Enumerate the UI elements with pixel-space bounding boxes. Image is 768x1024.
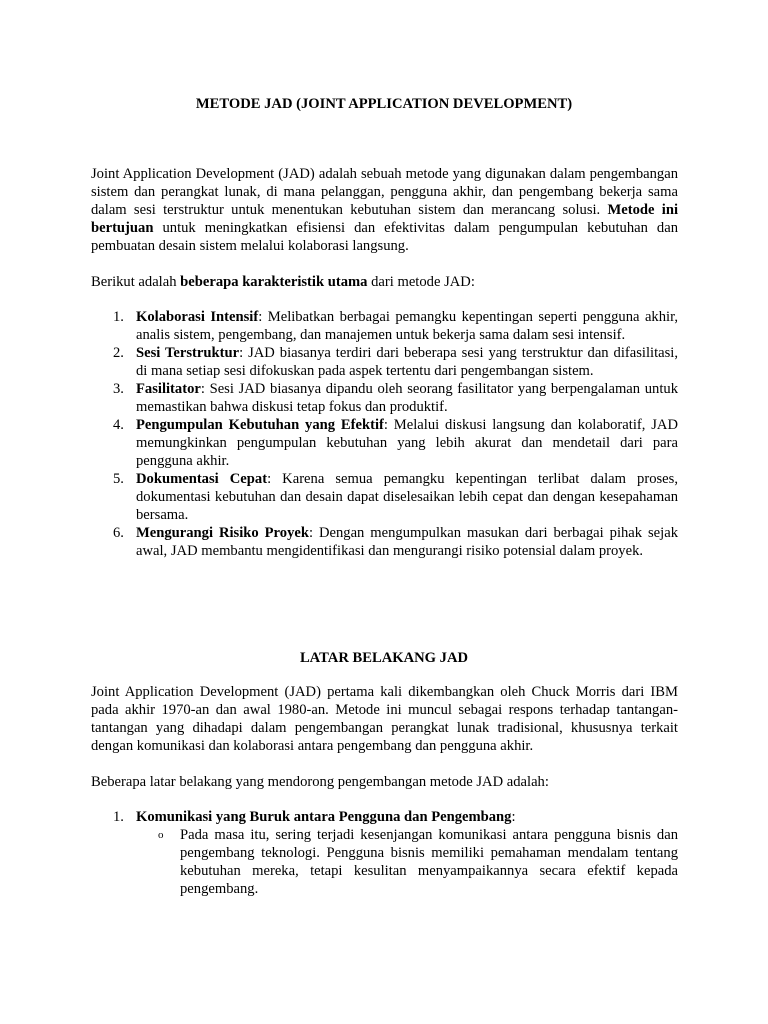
- intro-text-1: Joint Application Development (JAD) adalah sebuah metode yang digunakan dalam pengembangan sistem dan perangkat lunak, di mana pelanggan, pengguna akhir, dan pengembang bekerja sama dalam sesi terstruktur untuk menentukan kebutuhan sistem dan merancang solusi.: [91, 166, 678, 218]
- list-item: [91, 344, 678, 380]
- list-description: : Sesi JAD biasanya dipandu oleh seorang fasilitator yang berpengalaman untuk memastikan bahwa diskusi tetap fokus dan produktif.: [136, 381, 678, 415]
- list-number: 6.: [113, 525, 124, 541]
- list-description: : JAD biasanya terdiri dari beberapa sesi yang terstruktur dan difasilitasi, di mana setiap sesi difokuskan pada aspek tertentu dari pengembangan sistem.: [136, 345, 679, 379]
- list-description: : Dengan mengumpulkan masukan dari berbagai pihak sejak awal, JAD membantu mengidentifikasi dan mengurangi risiko potensial dalam proyek.: [136, 525, 678, 559]
- list-description: : Melalui diskusi langsung dan kolaboratif, JAD memungkinkan pengumpulan kebutuhan yang lebih akurat dan mendetail dari para pengguna akhir.: [136, 417, 678, 469]
- list-item: [91, 524, 678, 560]
- list-item: [91, 808, 678, 826]
- list-term: Kolaborasi Intensif: [136, 309, 259, 325]
- list-term: Mengurangi Risiko Proyek: [136, 525, 309, 541]
- list-term: Sesi Terstruktur: [136, 345, 240, 361]
- list-number: 1.: [113, 809, 124, 825]
- list-number: 1.: [113, 309, 124, 325]
- characteristics-list: [91, 308, 678, 560]
- section-heading: LATAR BELAKANG JAD: [299, 650, 469, 666]
- document-title: METODE JAD (JOINT APPLICATION DEVELOPMENT): [195, 96, 573, 112]
- chars-intro-bold: beberapa karakteristik utama: [180, 274, 368, 290]
- intro-text-2: untuk meningkatkan efisiensi dan efektivitas dalam pengumpulan kebutuhan dan pembuatan desain sistem melalui kolaborasi langsung.: [91, 220, 678, 254]
- background-list: [91, 808, 678, 898]
- intro-bold: Metode ini bertujuan: [91, 202, 678, 236]
- sub-list-text: Pada masa itu, sering terjadi kesenjangan komunikasi antara pengguna bisnis dan pengembang teknologi. Pengguna bisnis memiliki pemahaman mendalam tentang kebutuhan mereka, tetapi kesulitan menyampaikannya secara efektif kepada pengembang.: [180, 827, 678, 897]
- list-term: Fasilitator: [136, 381, 201, 397]
- list-term: Pengumpulan Kebutuhan yang Efektif: [136, 417, 384, 433]
- intro-paragraph: [91, 165, 678, 255]
- list-term: Komunikasi yang Buruk antara Pengguna dan Pengembang: [136, 809, 512, 825]
- sub-list-item: [91, 826, 678, 898]
- list-number: 5.: [113, 471, 124, 487]
- list-number: 2.: [113, 345, 124, 361]
- list-suffix: :: [511, 809, 516, 825]
- list-item: [91, 470, 678, 524]
- list-description: : Karena semua pemangku kepentingan terlibat dalam proses, dokumentasi kebutuhan dan desain dapat diselesaikan lebih cepat dan dengan kesepahaman bersama.: [136, 471, 678, 523]
- list-item: [91, 308, 678, 344]
- list-number: 4.: [113, 417, 124, 433]
- list-item: [91, 416, 678, 470]
- bullet-marker: o: [158, 829, 164, 841]
- background-intro: Beberapa latar belakang yang mendorong pengembangan metode JAD adalah:: [91, 774, 549, 790]
- chars-intro-post: dari metode JAD:: [371, 274, 475, 290]
- list-description: : Melibatkan berbagai pemangku kepentingan seperti pengguna akhir, analis sistem, pengembang, dan manajemen untuk bekerja sama dalam sesi intensif.: [136, 309, 679, 343]
- chars-intro-pre: Berikut adalah: [91, 274, 177, 290]
- list-number: 3.: [113, 381, 124, 397]
- background-paragraph: Joint Application Development (JAD) pertama kali dikembangkan oleh Chuck Morris dari IBM pada akhir 1970-an dan awal 1980-an. Metode ini muncul sebagai respons terhadap tantangan-tantangan yang dihadapi dalam pengembangan perangkat lunak tradisional, khususnya terkait dengan komunikasi dan kolaborasi antara pengembang dan pengguna akhir.: [91, 684, 678, 754]
- list-term: Dokumentasi Cepat: [136, 471, 268, 487]
- characteristics-intro: [91, 273, 678, 291]
- list-item: [91, 380, 678, 416]
